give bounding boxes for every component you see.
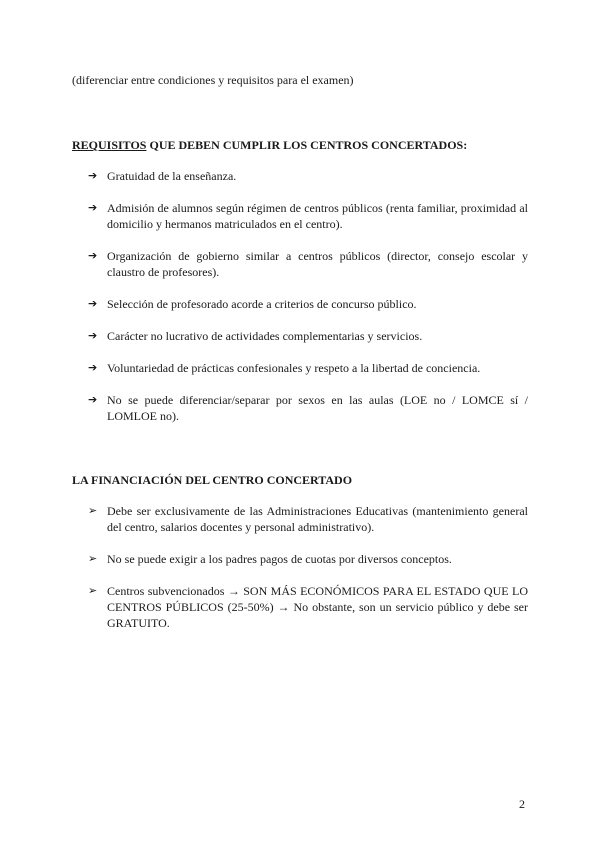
arrow-right-icon: ➔ <box>88 393 98 406</box>
intro-note: (diferenciar entre condiciones y requisitos para el examen) <box>72 73 354 87</box>
list-item <box>88 551 528 567</box>
financing-heading: LA FINANCIACIÓN DEL CENTRO CONCERTADO <box>72 473 353 487</box>
list-item-text: Admisión de alumnos según régimen de centros públicos (renta familiar, proximidad al domicilio y hermanos matriculados en el centro). <box>107 201 528 231</box>
list-item-text: No se puede diferenciar/separar por sexos en las aulas (LOE no / LOMCE sí / LOMLOE no). <box>107 393 528 423</box>
list-item-text: Debe ser exclusivamente de las Administraciones Educativas (mantenimiento general del centro, salarios docentes y personal administrativo). <box>107 504 528 534</box>
requirements-heading-underlined: REQUISITOS <box>72 138 147 152</box>
arrow-right-icon: ➔ <box>88 249 98 262</box>
list-item <box>88 248 528 280</box>
list-item <box>88 360 528 376</box>
page-number: 2 <box>519 797 525 811</box>
list-item-text: Selección de profesorado acorde a criterios de concurso público. <box>107 297 417 311</box>
arrowhead-icon: ➢ <box>88 552 98 565</box>
arrowhead-icon: ➢ <box>88 584 98 597</box>
arrow-right-icon: ➔ <box>88 297 98 310</box>
requirements-heading <box>72 137 467 153</box>
list-item <box>88 296 528 312</box>
list-item <box>88 328 528 344</box>
list-item-text: Gratuidad de la enseñanza. <box>107 169 237 183</box>
arrow-right-icon: ➔ <box>88 329 98 342</box>
list-item <box>88 168 528 184</box>
financing-list <box>88 503 528 647</box>
list-item-text: No se puede exigir a los padres pagos de cuotas por diversos conceptos. <box>107 552 452 566</box>
arrow-right-icon: ➔ <box>88 201 98 214</box>
requirements-heading-rest: QUE DEBEN CUMPLIR LOS CENTROS CONCERTADOS: <box>146 138 468 152</box>
list-item <box>88 392 528 424</box>
arrowhead-icon: ➢ <box>88 504 98 517</box>
list-item <box>88 503 528 535</box>
arrow-right-icon: ➔ <box>88 169 98 182</box>
list-item-text: Organización de gobierno similar a centros públicos (director, consejo escolar y claustro de profesores). <box>107 249 528 279</box>
list-item <box>88 583 528 631</box>
list-item-text: Centros subvencionados → SON MÁS ECONÓMICOS PARA EL ESTADO QUE LO CENTROS PÚBLICOS (25-50%) → No obstante, son un servicio público y debe ser GRATUITO. <box>107 584 528 630</box>
requirements-list <box>88 168 528 440</box>
arrow-right-icon: ➔ <box>88 361 98 374</box>
list-item-text: Voluntariedad de prácticas confesionales y respeto a la libertad de conciencia. <box>107 361 481 375</box>
list-item <box>88 200 528 232</box>
list-item-text: Carácter no lucrativo de actividades complementarias y servicios. <box>107 329 423 343</box>
